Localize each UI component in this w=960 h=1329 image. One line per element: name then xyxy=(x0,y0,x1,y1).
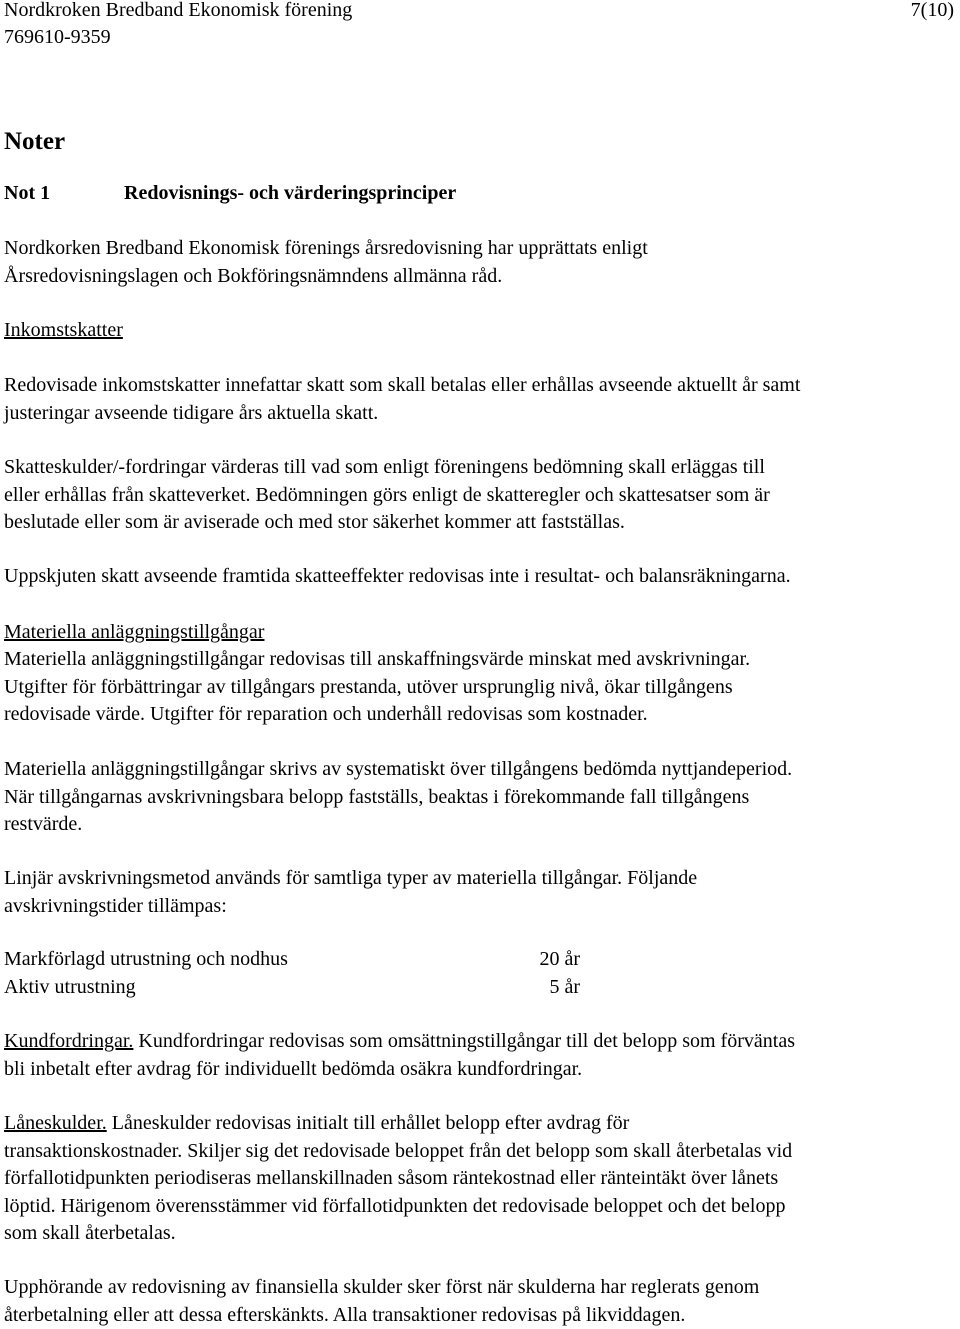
text-line: Årsredovisningslagen och Bokföringsnämndens allmänna råd. xyxy=(4,264,503,287)
page-number: 7(10) xyxy=(910,0,954,21)
note-heading: Redovisnings- och värderingsprinciper xyxy=(124,182,457,204)
org-name: Nordkroken Bredband Ekonomisk förening xyxy=(4,0,353,21)
fixed-assets-paragraph-1 xyxy=(4,646,960,729)
income-tax-paragraph-2 xyxy=(4,454,960,537)
text-line xyxy=(4,1028,960,1056)
text-line: Materiella anläggningstillgångar skrivs av systematiskt över tillgångens bedömda nyttjandeperiod. xyxy=(4,758,793,780)
text-line: beslutade eller som är aviserade och med stor säkerhet kommer att fastställas. xyxy=(4,511,625,533)
loans-heading: Låneskulder. xyxy=(4,1112,107,1134)
income-tax-paragraph-1 xyxy=(4,372,960,427)
text-line: transaktionskostnader. Skiljer sig det redovisade beloppet från det belopp som skall återbetalas vid xyxy=(4,1139,793,1162)
text-line: avskrivningstider tillämpas: xyxy=(4,894,227,917)
text-line: Skatteskulder/-fordringar värderas till vad som enligt föreningens bedömning skall erläggas till xyxy=(4,456,765,478)
text-line: När tillgångarnas avskrivningsbara belopp fastställs, beaktas i förekommande fall tillgångens xyxy=(4,785,750,808)
receivables-paragraph xyxy=(4,1028,960,1083)
text-line: Redovisade inkomstskatter innefattar skatt som skall betalas eller erhållas avseende aktuellt år samt xyxy=(4,374,801,396)
text-span: Kundfordringar redovisas som omsättningstillgångar till det belopp som förväntas xyxy=(133,1030,795,1052)
text-line xyxy=(4,1110,960,1138)
loans-paragraph xyxy=(4,1110,960,1248)
table-cell-period: 5 år xyxy=(549,976,580,998)
text-line: löptid. Härigenom överensstämmer vid förfallotidpunkten det redovisade beloppet och det belopp xyxy=(4,1194,786,1217)
table-cell-item: Aktiv utrustning xyxy=(4,976,136,998)
text-line: justeringar avseende tidigare års aktuella skatt. xyxy=(4,401,379,424)
text-line: Materiella anläggningstillgångar redovisas till anskaffningsvärde minskat med avskrivningar. xyxy=(4,648,751,670)
text-line: restvärde. xyxy=(4,813,83,835)
text-line: återbetalning eller att dessa efterskänkts. Alla transaktioner redovisas på likviddagen. xyxy=(4,1303,686,1326)
text-line: som skall återbetalas. xyxy=(4,1222,176,1244)
text-line: Linjär avskrivningsmetod används för samtliga typer av materiella tillgångar. Följande xyxy=(4,867,698,889)
table-cell-period: 20 år xyxy=(539,948,580,970)
fixed-assets-paragraph-2 xyxy=(4,756,960,839)
text-line: Upphörande av redovisning av finansiella skulder sker först när skulderna har reglerats genom xyxy=(4,1276,760,1298)
intro-paragraph xyxy=(4,235,960,290)
receivables-heading: Kundfordringar. xyxy=(4,1030,134,1052)
text-line: Nordkorken Bredband Ekonomisk förenings årsredovisning har upprättats enligt xyxy=(4,237,648,259)
income-tax-paragraph-3: Uppskjuten skatt avseende framtida skatteeffekter redovisas inte i resultat- och balansräkningarna. xyxy=(4,565,791,587)
fixed-assets-paragraph-3 xyxy=(4,865,960,920)
table-cell-item: Markförlagd utrustning och nodhus xyxy=(4,948,288,970)
text-line: eller erhållas från skatteverket. Bedömningen görs enligt de skatteregler och skattesatser som är xyxy=(4,483,770,506)
income-tax-heading: Inkomstskatter xyxy=(4,319,123,341)
text-line: redovisade värde. Utgifter för reparation och underhåll redovisas som kostnader. xyxy=(4,703,648,725)
note-number: Not 1 xyxy=(4,182,51,204)
fixed-assets-heading: Materiella anläggningstillgångar xyxy=(4,621,265,643)
text-line: Utgifter för förbättringar av tillgångars prestanda, utöver ursprunglig nivå, ökar tillgångens xyxy=(4,675,733,698)
text-span: Låneskulder redovisas initialt till erhållet belopp efter avdrag för xyxy=(106,1112,630,1134)
text-line: förfallotidpunkten periodiseras mellanskillnaden såsom räntekostnad eller ränteintäkt över lånets xyxy=(4,1167,779,1189)
org-number: 769610-9359 xyxy=(4,26,111,48)
derecognition-paragraph xyxy=(4,1274,960,1329)
text-line: bli inbetalt efter avdrag för individuellt bedömda osäkra kundfordringar. xyxy=(4,1057,583,1080)
page-title: Noter xyxy=(4,128,66,155)
